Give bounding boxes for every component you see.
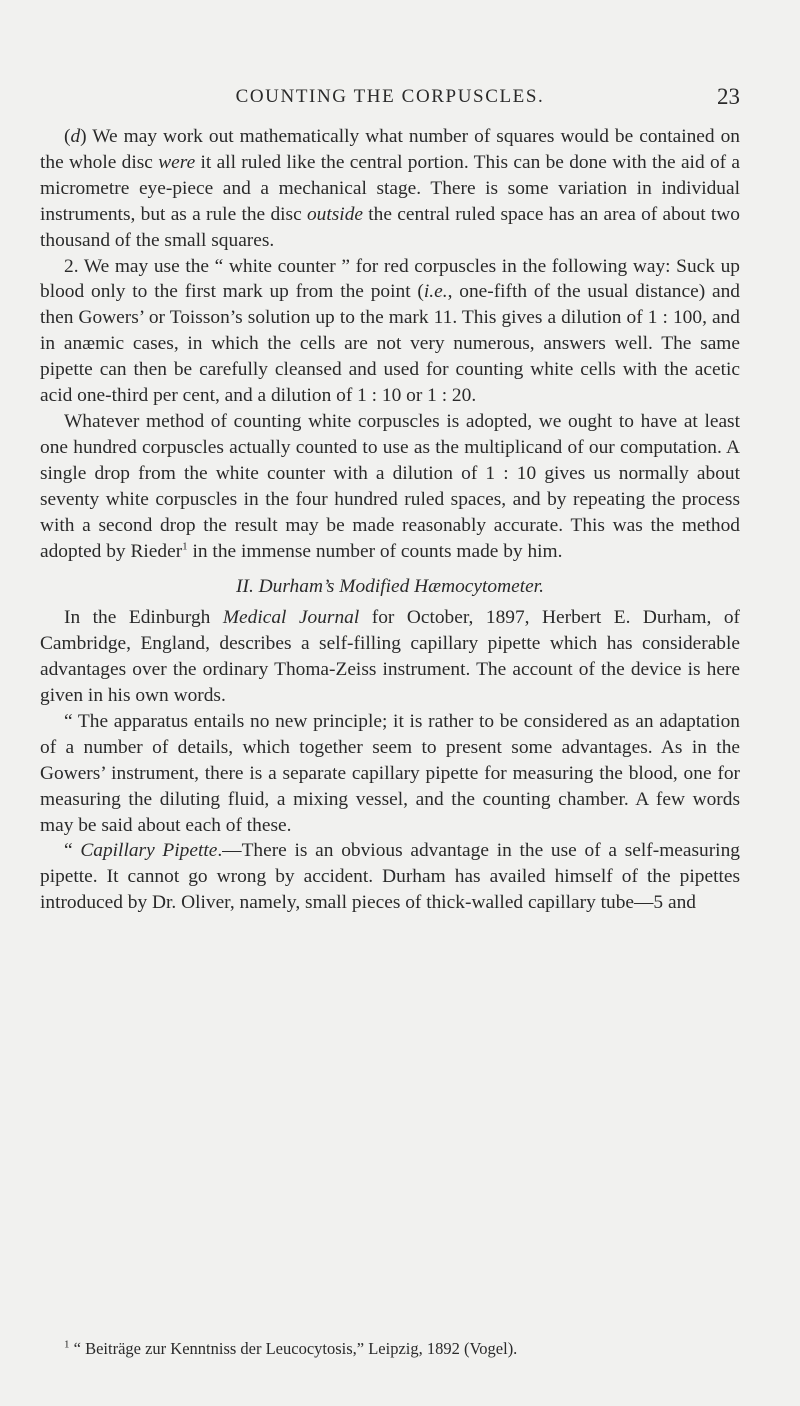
paragraph (40, 709, 740, 839)
body-text (40, 124, 740, 916)
text-run: , one-fifth of the usual distance) and then Gowers’ or Toisson’s solution up to the mark 11. This gives a dilution of 1 : 100, and in anæmic cases, in which the cells are not very numerous, answers well. The same pipette can then be carefully cleansed and used for counting white cells with the acetic acid one-third per cent, and a dilution of 1 : 10 or 1 : 20. (40, 281, 740, 407)
running-head: COUNTING THE CORPUSCLES. (235, 86, 545, 107)
italic-text: were (158, 151, 196, 173)
footnote-marker: 1 (64, 1338, 70, 1351)
paragraph (40, 409, 740, 564)
text-run: 2. We may use the “ white counter ” for red corpuscles in the following way: Suck up blood only to the first mark up from the point ( (40, 255, 740, 303)
italic-text: outside (306, 203, 363, 225)
paragraph (40, 838, 740, 916)
section-heading (40, 574, 740, 600)
italic-text: Capillary Pipette (80, 840, 218, 862)
italic-text: i.e. (423, 281, 448, 303)
footnote-text: “ Beiträge zur Kenntniss der Leucocytosis,” Leipzig, 1892 (Vogel). (69, 1339, 518, 1358)
footnote (40, 1339, 740, 1359)
text-run: for October, 1897, Herbert E. Durham, of Cambridge, England, describes a self-filling capillary pipette which has considerable advantages over the ordinary Thoma-Zeiss instrument. The account of the device is here given in his own words. (40, 607, 740, 707)
text-run: Whatever method of counting white corpuscles is adopted, we ought to have at least one hundred corpuscles actually counted to use as the multiplicand of our computation. A single drop from the white counter with a dilution of 1 : 10 gives us normally about seventy white corpuscles in the four hundred ruled spaces, and by repeating the process with a second drop the result may be made reasonably accurate. This was the method adopted by Rieder (40, 410, 740, 562)
paragraph (40, 254, 740, 409)
book-page (40, 0, 740, 1406)
paragraph (40, 124, 740, 254)
text-run: ( (64, 126, 71, 147)
text-run: it all ruled like the central portion. This can be done with the aid of a micrometre eye-piece and a mechanical stage. There is some variation in individual instruments, but as a rule the disc (40, 151, 740, 225)
text-run: ) We may work out mathematically what number of squares would be contained on the whole disc (40, 126, 740, 173)
text-run: .—There is an obvious advantage in the use of a self-measuring pipette. It cannot go wrong by accident. Durham has availed himself of the pipettes introduced by Dr. Oliver, namely, small pieces of thick-walled capillary tube—5 and (40, 840, 740, 914)
italic-text: d (70, 126, 81, 147)
text-run: the central ruled space has an area of about two thousand of the small squares. (40, 203, 740, 251)
italic-text: II. Durham’s Modified Hæmocytometer. (236, 576, 544, 598)
text-run: In the Edinburgh (64, 607, 223, 629)
italic-text: Medical Journal (222, 607, 360, 629)
page-number: 23 (717, 84, 740, 109)
text-run: “ (64, 840, 81, 862)
paragraph (40, 605, 740, 709)
text-run: in the immense number of counts made by him. (187, 540, 563, 562)
page-header (40, 86, 740, 114)
text-run: “ The apparatus entails no new principle; it is rather to be considered as an adaptation of a number of details, which together seem to present some advantages. As in the Gowers’ instrument, there is a separate capillary pipette for measuring the blood, one for measuring the diluting fluid, a mixing vessel, and the counting chamber. A few words may be said about each of these. (40, 710, 740, 836)
footnote-ref: 1 (182, 540, 188, 553)
